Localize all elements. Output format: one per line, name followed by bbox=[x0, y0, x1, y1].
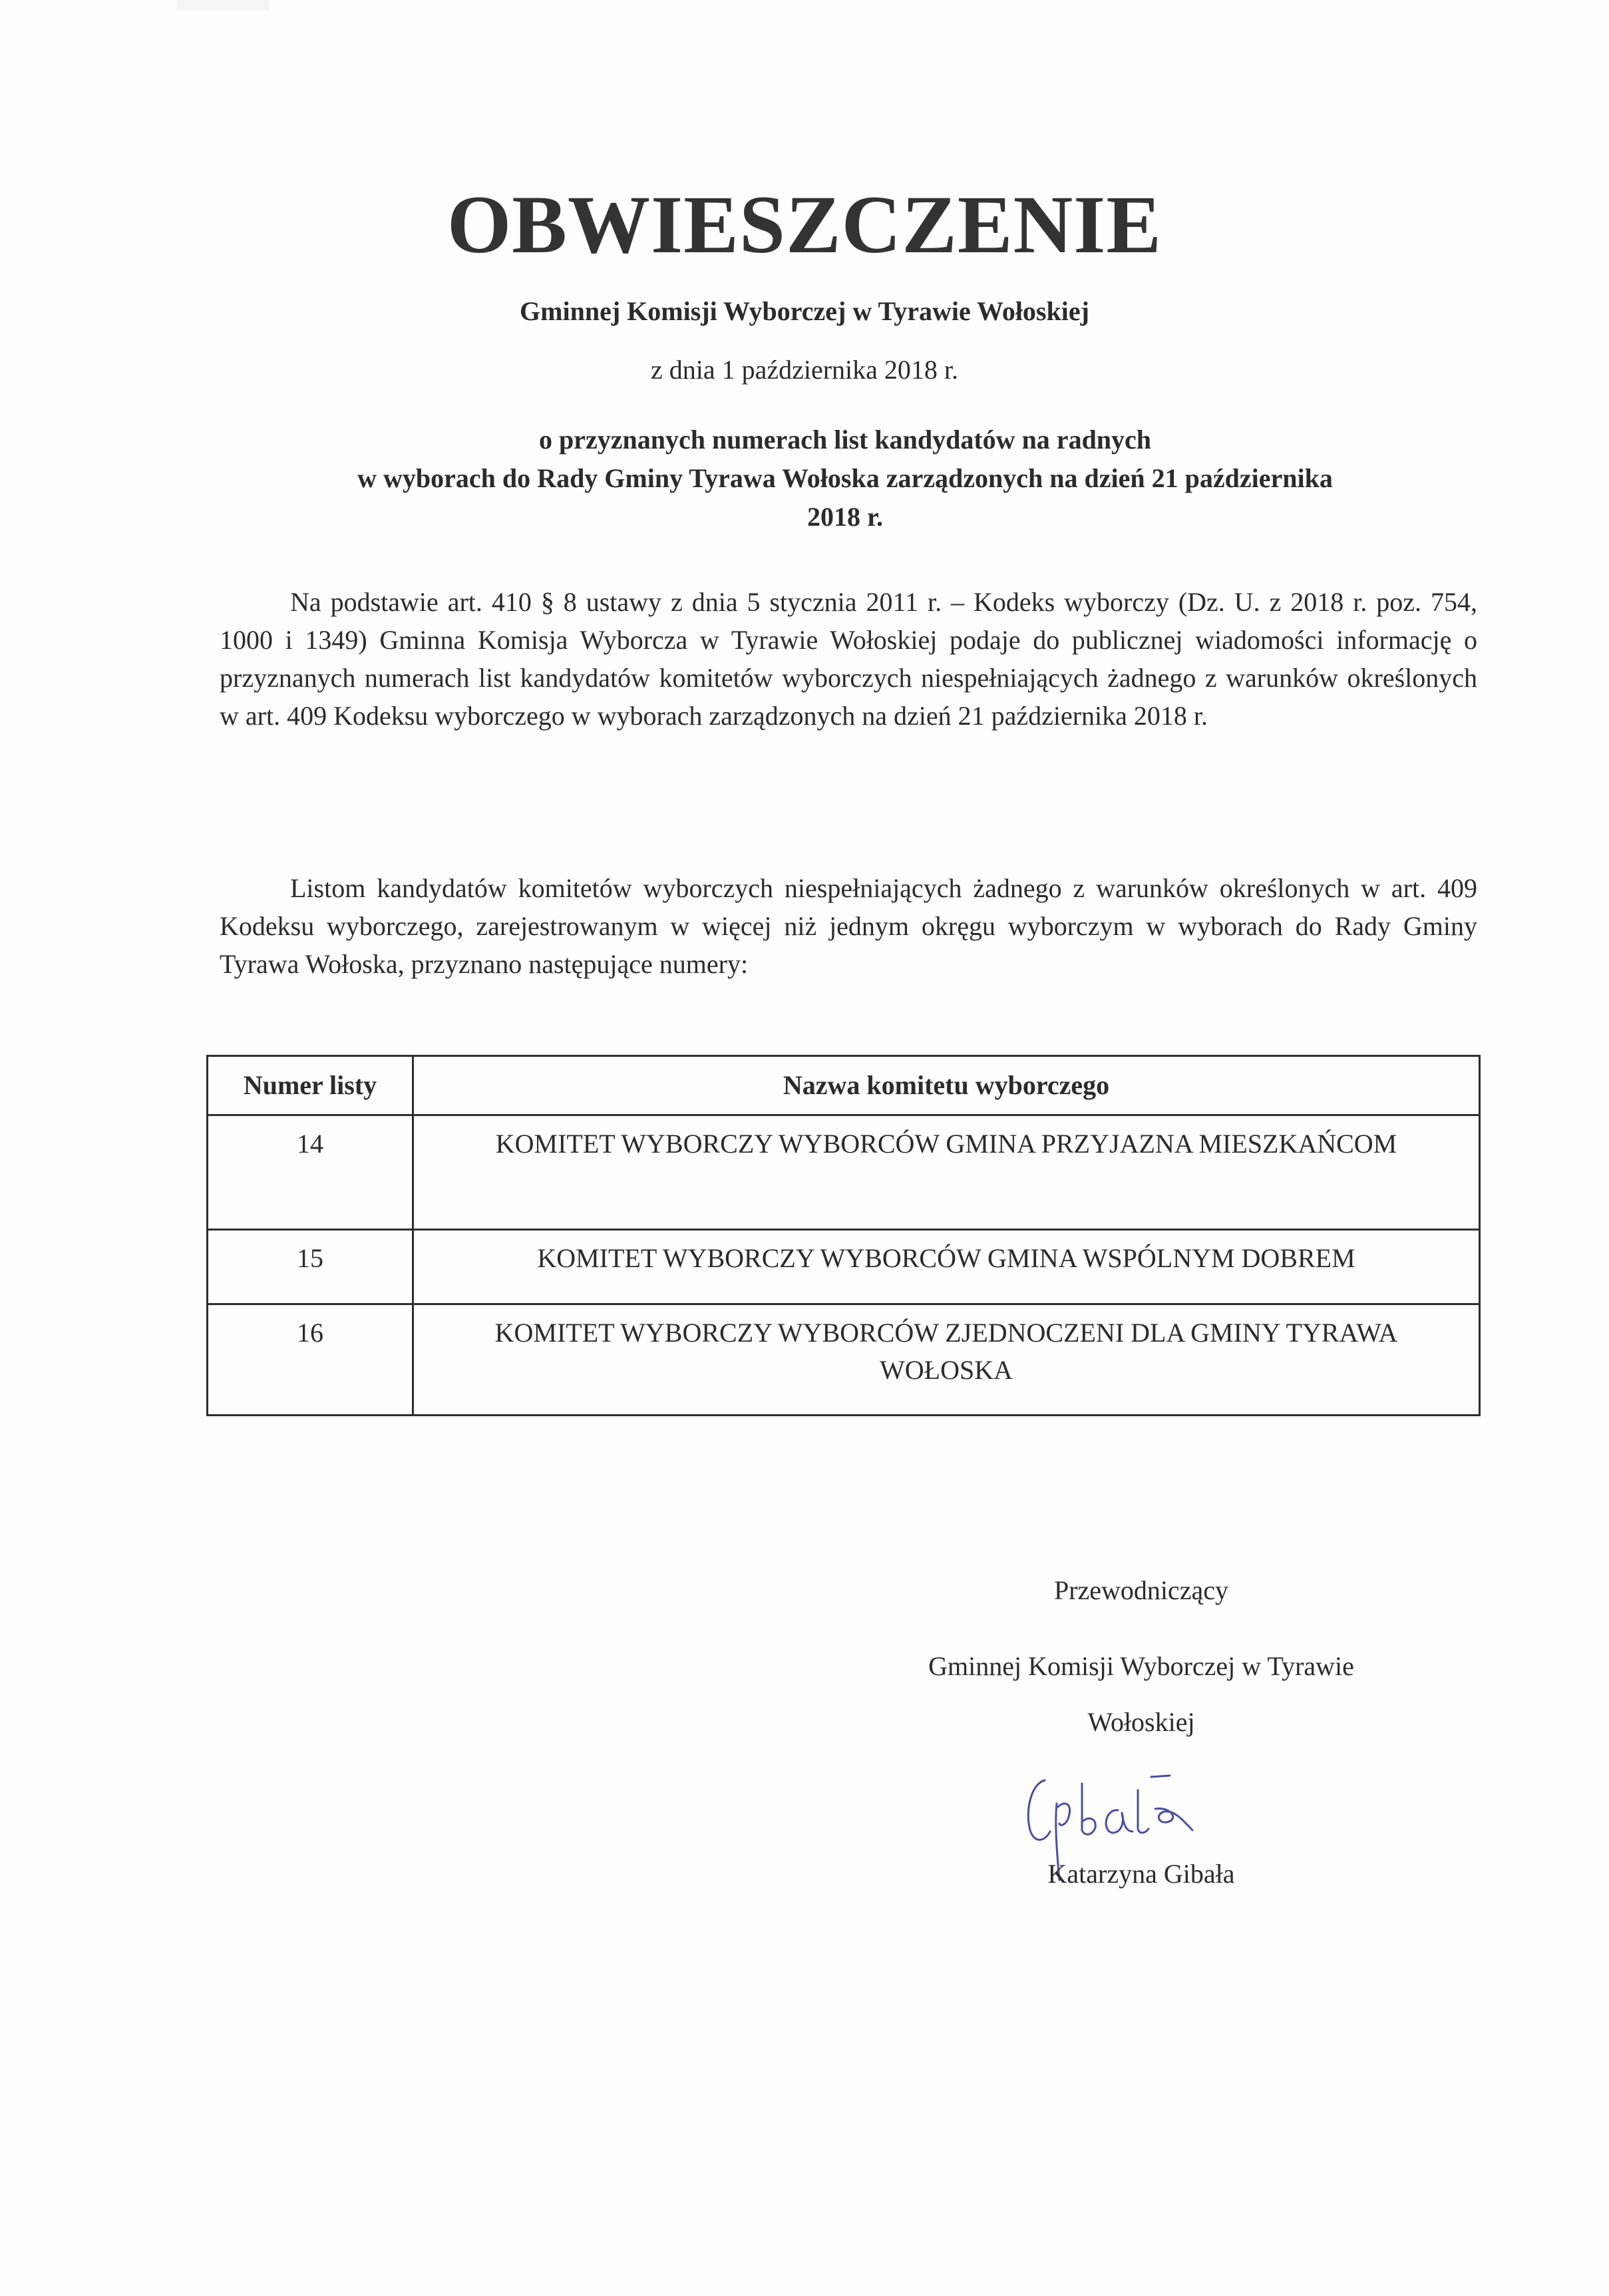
list-number-cell: 14 bbox=[208, 1115, 413, 1230]
committee-name-cell: KOMITET WYBORCZY WYBORCÓW GMINA WSPÓLNYM DOBREM bbox=[413, 1230, 1480, 1304]
signature-stroke bbox=[1151, 1776, 1170, 1777]
signatory-role: Przewodniczący bbox=[1053, 1575, 1229, 1605]
signature-stroke bbox=[1028, 1780, 1050, 1840]
date-line: z dnia 1 października 2018 r. bbox=[650, 355, 959, 385]
page-title: OBWIESZCZENIE bbox=[447, 179, 1162, 270]
signatory-name: Katarzyna Gibała bbox=[1047, 1859, 1235, 1889]
topic-line: w wyborach do Rady Gminy Tyrawa Wołoska zarządzonych na dzień 21 października bbox=[357, 463, 1333, 493]
header-list-number: Numer listy bbox=[208, 1056, 413, 1115]
signature-stroke bbox=[1138, 1790, 1149, 1833]
table-row bbox=[208, 1230, 1480, 1304]
signature-stroke bbox=[1106, 1810, 1133, 1833]
legal-basis-paragraph: Na podstawie art. 410 § 8 ustawy z dnia 5 stycznia 2011 r. – Kodeks wyborczy (Dz. U. z 2018 r. poz. 754, 1000 i 1349) Gminna Komisja Wyborcza w Tyrawie Wołoskiej podaje do publicznej wiadomości informację o przyznanych numerach list kandydatów komitetów wyborczych niespełniających żadnego z warunków określonych w art. 409 Kodeksu wyborczego w wyborach zarządzonych na dzień 21 października 2018 r. bbox=[220, 587, 1477, 731]
issuer-subtitle: Gminnej Komisji Wyborczej w Tyrawie Wołoskiej bbox=[520, 296, 1089, 326]
signature-stroke bbox=[1082, 1784, 1095, 1834]
list-number-cell: 16 bbox=[208, 1304, 413, 1416]
scan-artifact bbox=[176, 0, 269, 11]
topic-line: 2018 r. bbox=[806, 502, 884, 532]
table-header-row bbox=[208, 1056, 1480, 1115]
signatory-org-line: Gminnej Komisji Wyborczej w Tyrawie bbox=[928, 1651, 1354, 1681]
committee-name-cell: KOMITET WYBORCZY WYBORCÓW GMINA PRZYJAZNA MIESZKAŃCOM bbox=[413, 1115, 1480, 1230]
signature-stroke bbox=[1058, 1804, 1070, 1825]
topic-heading bbox=[206, 421, 1484, 536]
table-row bbox=[208, 1304, 1480, 1416]
table-row bbox=[208, 1115, 1480, 1230]
signature-stroke bbox=[1155, 1808, 1192, 1830]
assignment-paragraph: Listom kandydatów komitetów wyborczych niespełniających żadnego z warunków określonych w art. 409 Kodeksu wyborczego, zarejestrowanym w więcej niż jednym okręgu wyborczym w wyborach do Rady Gminy Tyrawa Wołoska, przyznano następujące numery: bbox=[220, 873, 1477, 979]
list-number-cell: 15 bbox=[208, 1230, 413, 1304]
signatory-org-line: Wołoskiej bbox=[1087, 1707, 1195, 1737]
committee-name-cell: KOMITET WYBORCZY WYBORCÓW ZJEDNOCZENI DLA GMINY TYRAWA WOŁOSKA bbox=[413, 1304, 1480, 1416]
committee-numbers-table bbox=[206, 1055, 1481, 1416]
header-committee-name: Nazwa komitetu wyborczego bbox=[413, 1056, 1480, 1115]
topic-line: o przyznanych numerach list kandydatów na radnych bbox=[538, 425, 1152, 455]
